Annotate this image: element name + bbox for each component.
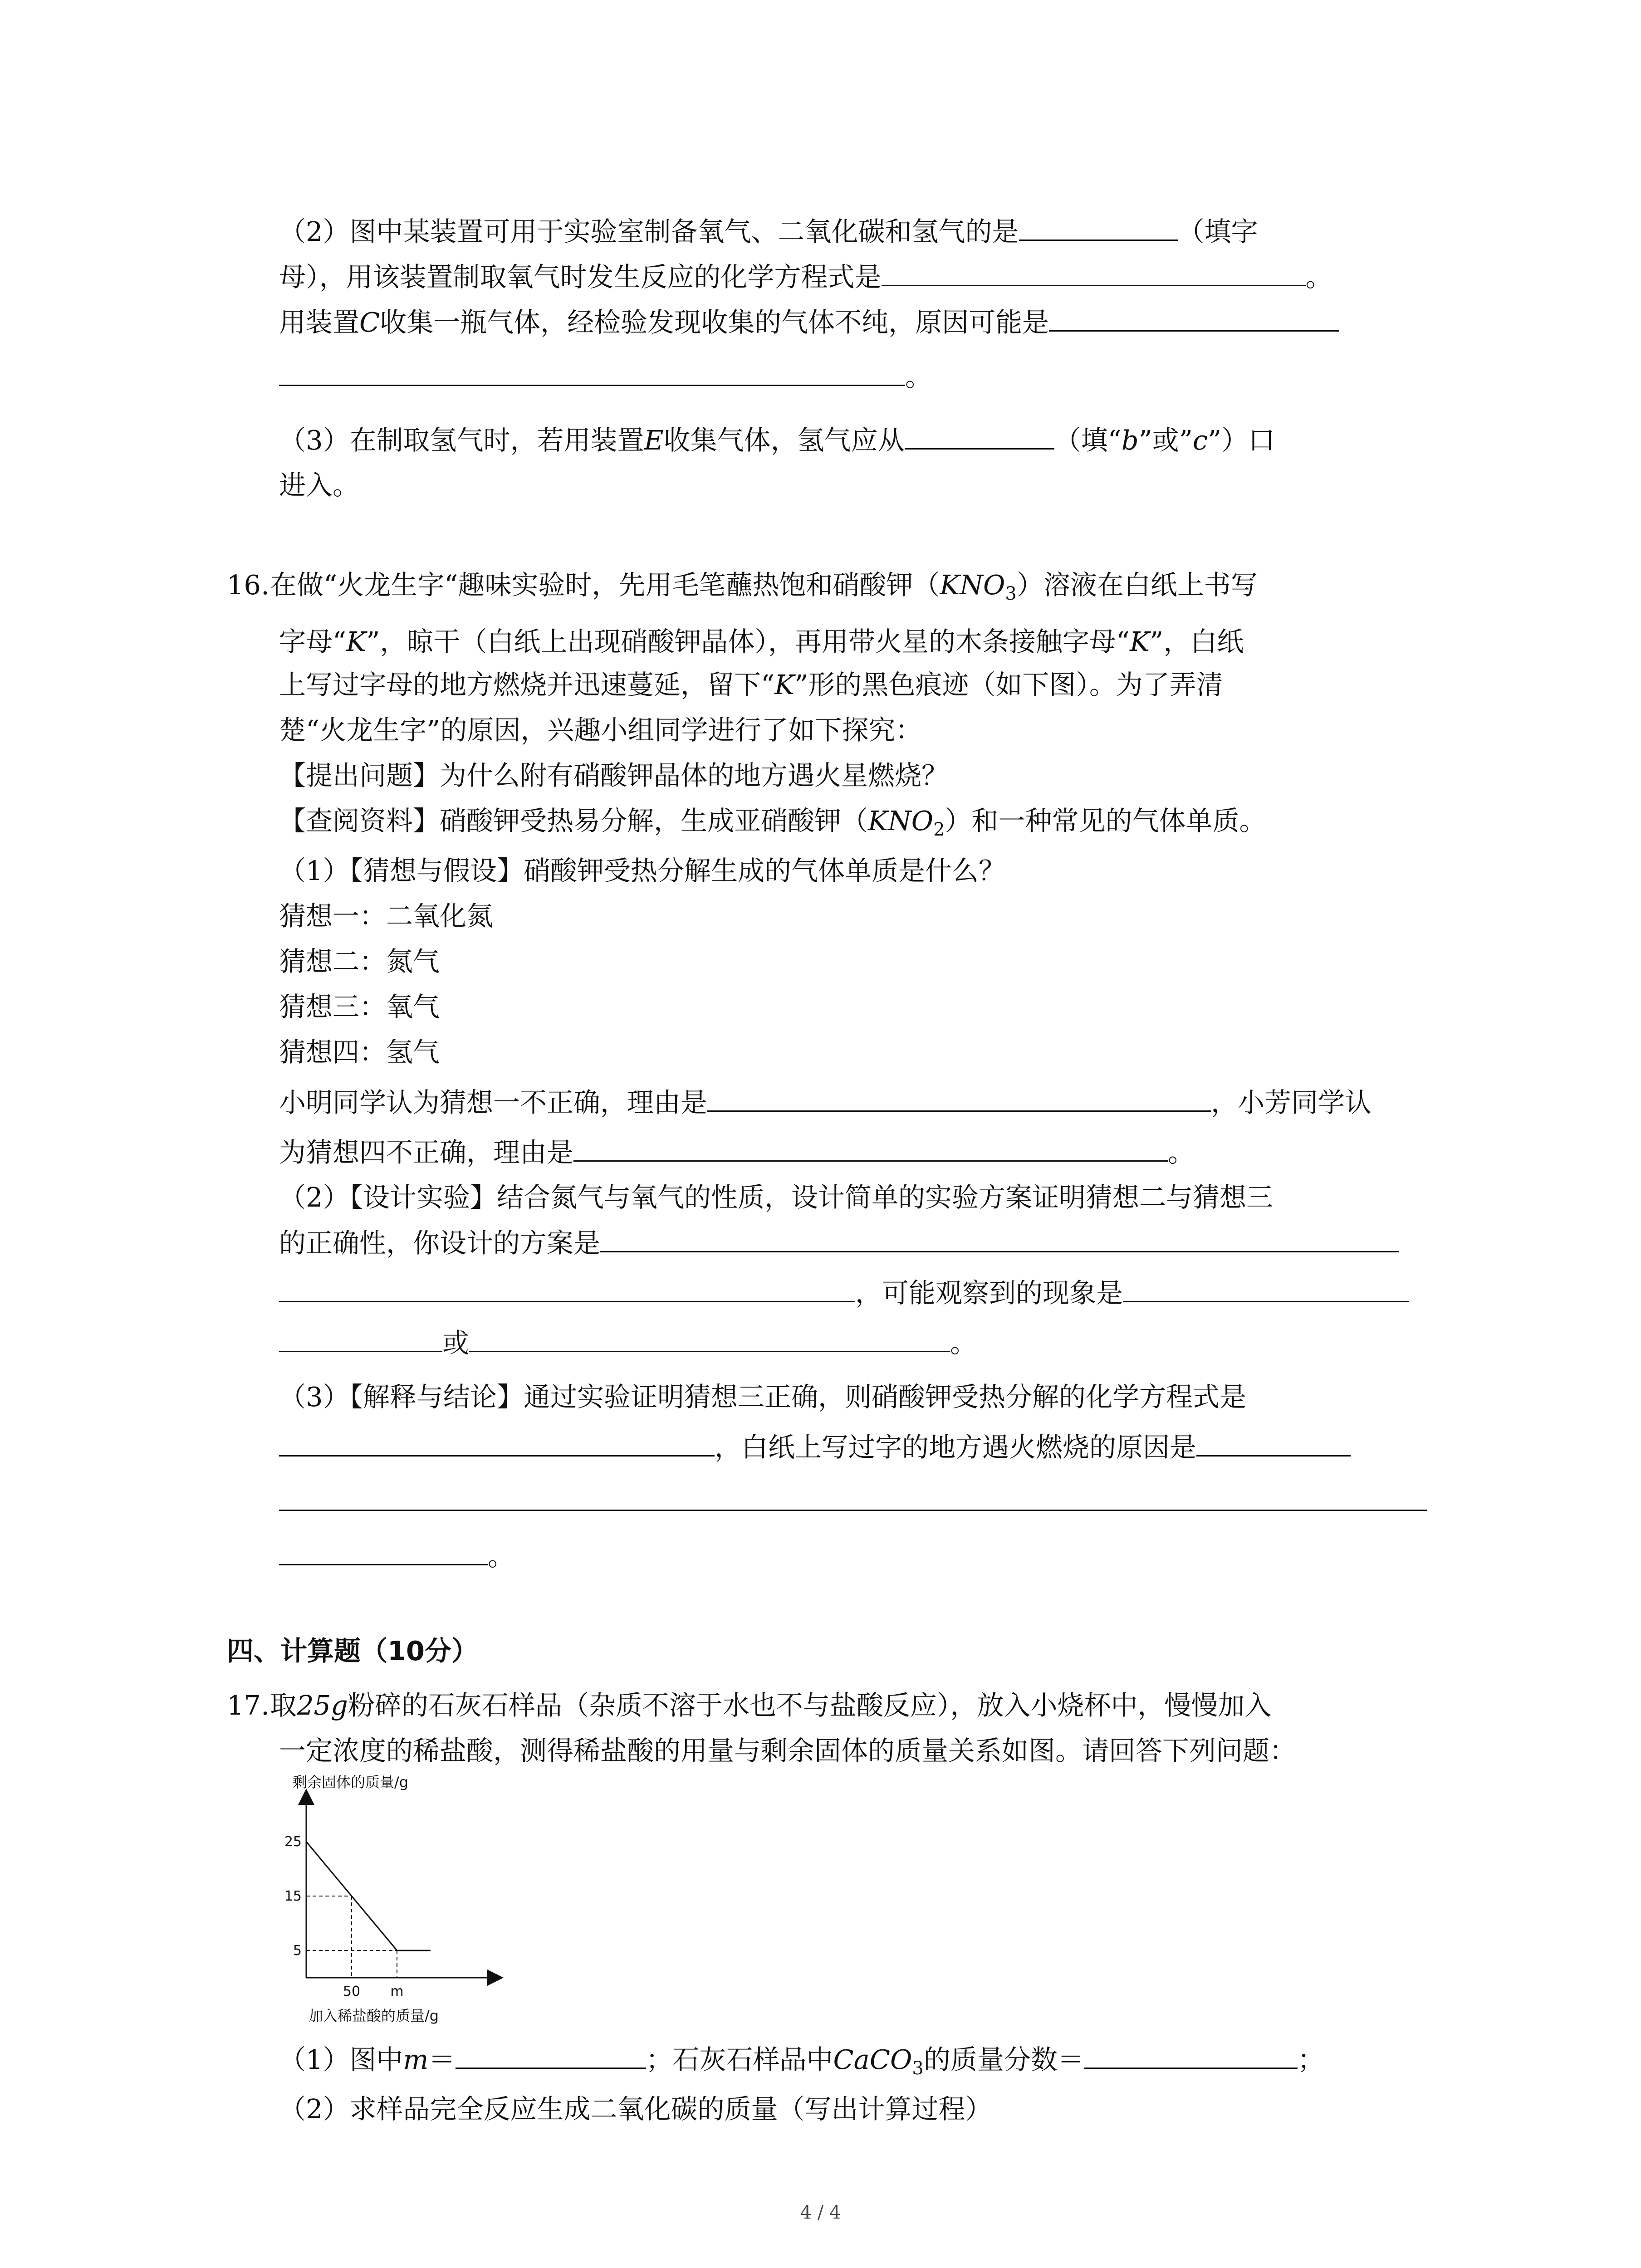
answer-blank[interactable] bbox=[1049, 304, 1339, 332]
q16-guess1: 猜想一：二氧化氮 bbox=[279, 900, 494, 932]
answer-blank[interactable] bbox=[1123, 1275, 1409, 1302]
y-tick-label: 5 bbox=[293, 1943, 302, 1959]
x-tick-label: 50 bbox=[343, 1984, 361, 1999]
answer-blank[interactable] bbox=[573, 1134, 1168, 1162]
q16-line17: 或 。 bbox=[279, 1325, 977, 1361]
q15-part2-line4: 。 bbox=[279, 358, 932, 395]
section-heading: 四、计算题（10分） bbox=[227, 1635, 479, 1667]
q16-line19: ，白纸上写过字的地方遇火燃烧的原因是 bbox=[279, 1429, 1351, 1466]
answer-blank[interactable] bbox=[882, 259, 1306, 286]
answer-blank[interactable] bbox=[1196, 1429, 1351, 1457]
answer-blank[interactable] bbox=[1084, 2041, 1298, 2069]
q17-line2: 一定浓度的稀盐酸，测得稀盐酸的用量与剩余固体的质量关系如图。请回答下列问题： bbox=[279, 1735, 1297, 1766]
answer-blank[interactable] bbox=[905, 422, 1054, 450]
q15-part3-line2: 进入。 bbox=[279, 469, 360, 501]
q16-line16: ，可能观察到的现象是 bbox=[279, 1275, 1409, 1311]
q17-part2: （2）求样品完全反应生成二氧化碳的质量（写出计算过程） bbox=[279, 2093, 992, 2125]
q16-line4: 楚“火龙生字”的原因，兴趣小组同学进行了如下探究： bbox=[279, 714, 922, 746]
q15-part3-line1: （3）在制取氢气时，若用装置E收集气体，氢气应从 （填“b”或”c”）口 bbox=[279, 422, 1275, 459]
series-line bbox=[306, 1842, 431, 1950]
answer-blank[interactable] bbox=[456, 2041, 646, 2069]
q16-line6: 【查阅资料】硝酸钾受热易分解，生成亚硝酸钾$(KNO_2)$和一种常见的气体单质。 bbox=[279, 805, 1266, 840]
q15-part2-line2: 母），用该装置制取氧气时发生反应的化学方程式是 。 bbox=[279, 259, 1332, 295]
q16-line3: 上写过字母的地方燃烧并迅速蔓延，留下“K”形的黑色痕迹（如下图）。为了弄清 bbox=[279, 669, 1223, 700]
y-tick-label: 15 bbox=[284, 1888, 302, 1904]
answer-blank[interactable] bbox=[279, 1538, 488, 1565]
q16-line1: 16.在做“火龙生字“趣味实验时，先用毛笔蘸热饱和硝酸钾$(KNO_3)$溶液在白纸上书写 bbox=[227, 567, 1258, 603]
answer-blank[interactable] bbox=[279, 358, 905, 386]
answer-blank[interactable] bbox=[279, 1275, 855, 1302]
q16-line15: 的正确性，你设计的方案是 bbox=[279, 1225, 1399, 1261]
q16-line14: （2）【设计实验】结合氮气与氧气的性质，设计简单的实验方案证明猜想二与猜想三 bbox=[279, 1182, 1274, 1213]
q16-line5: 【提出问题】为什么附有硝酸钾晶体的地方遇火星燃烧？ bbox=[279, 760, 949, 791]
q15-part2-line1: （2）图中某装置可用于实验室制备氧气、二氧化碳和氢气的是 （填字 bbox=[279, 213, 1258, 250]
answer-blank[interactable] bbox=[600, 1225, 1399, 1252]
q17-line1: 17.取25g粉碎的石灰石样品（杂质不溶于水也不与盐酸反应），放入小烧杯中，慢慢加入 bbox=[227, 1687, 1271, 1724]
answer-blank[interactable] bbox=[279, 1483, 1427, 1511]
q16-line2: 字母“K”，晾干（白纸上出现硝酸钾晶体），再用带火星的木条接触字母“K”，白纸 bbox=[279, 626, 1244, 657]
x-axis-label: 加入稀盐酸的质量/g bbox=[309, 2007, 439, 2024]
answer-blank[interactable] bbox=[469, 1325, 950, 1352]
page-number: 4 / 4 bbox=[800, 2202, 841, 2223]
answer-blank[interactable] bbox=[279, 1429, 715, 1457]
q17-part1: （1）图中m＝ ；石灰石样品中CaCO$_3$的质量分数＝ ； bbox=[279, 2041, 1324, 2078]
q16-line12: 小明同学认为猜想一不正确，理由是 ，小芳同学认 bbox=[279, 1084, 1372, 1121]
x-tick-label: m bbox=[390, 1984, 404, 1999]
answer-blank[interactable] bbox=[279, 1325, 442, 1352]
dashed-guides bbox=[306, 1896, 397, 1978]
y-axis-label: 剩余固体的质量/g bbox=[293, 1774, 409, 1791]
q16-guess3: 猜想三：氧气 bbox=[279, 991, 440, 1022]
y-tick-label: 25 bbox=[284, 1834, 302, 1850]
question-number: 16. bbox=[227, 569, 269, 601]
q15-part2-line3: 用装置C收集一瓶气体，经检验发现收集的气体不纯，原因可能是 bbox=[279, 304, 1339, 341]
q16-line20 bbox=[279, 1483, 1427, 1520]
q16-guess2: 猜想二：氮气 bbox=[279, 946, 440, 977]
q16-line7: （1）【猜想与假设】硝酸钾受热分解生成的气体单质是什么？ bbox=[279, 855, 1006, 886]
q16-line13: 为猜想四不正确，理由是 。 bbox=[279, 1134, 1195, 1171]
answer-blank[interactable] bbox=[707, 1084, 1211, 1112]
question-number: 17. bbox=[227, 1690, 269, 1721]
q16-guess4: 猜想四：氢气 bbox=[279, 1036, 440, 1068]
q16-line21: 。 bbox=[279, 1538, 514, 1574]
mass-chart bbox=[279, 1769, 533, 2032]
answer-blank[interactable] bbox=[1019, 213, 1178, 241]
q16-line18: （3）【解释与结论】通过实验证明猜想三正确，则硝酸钾受热分解的化学方程式是 bbox=[279, 1381, 1247, 1413]
